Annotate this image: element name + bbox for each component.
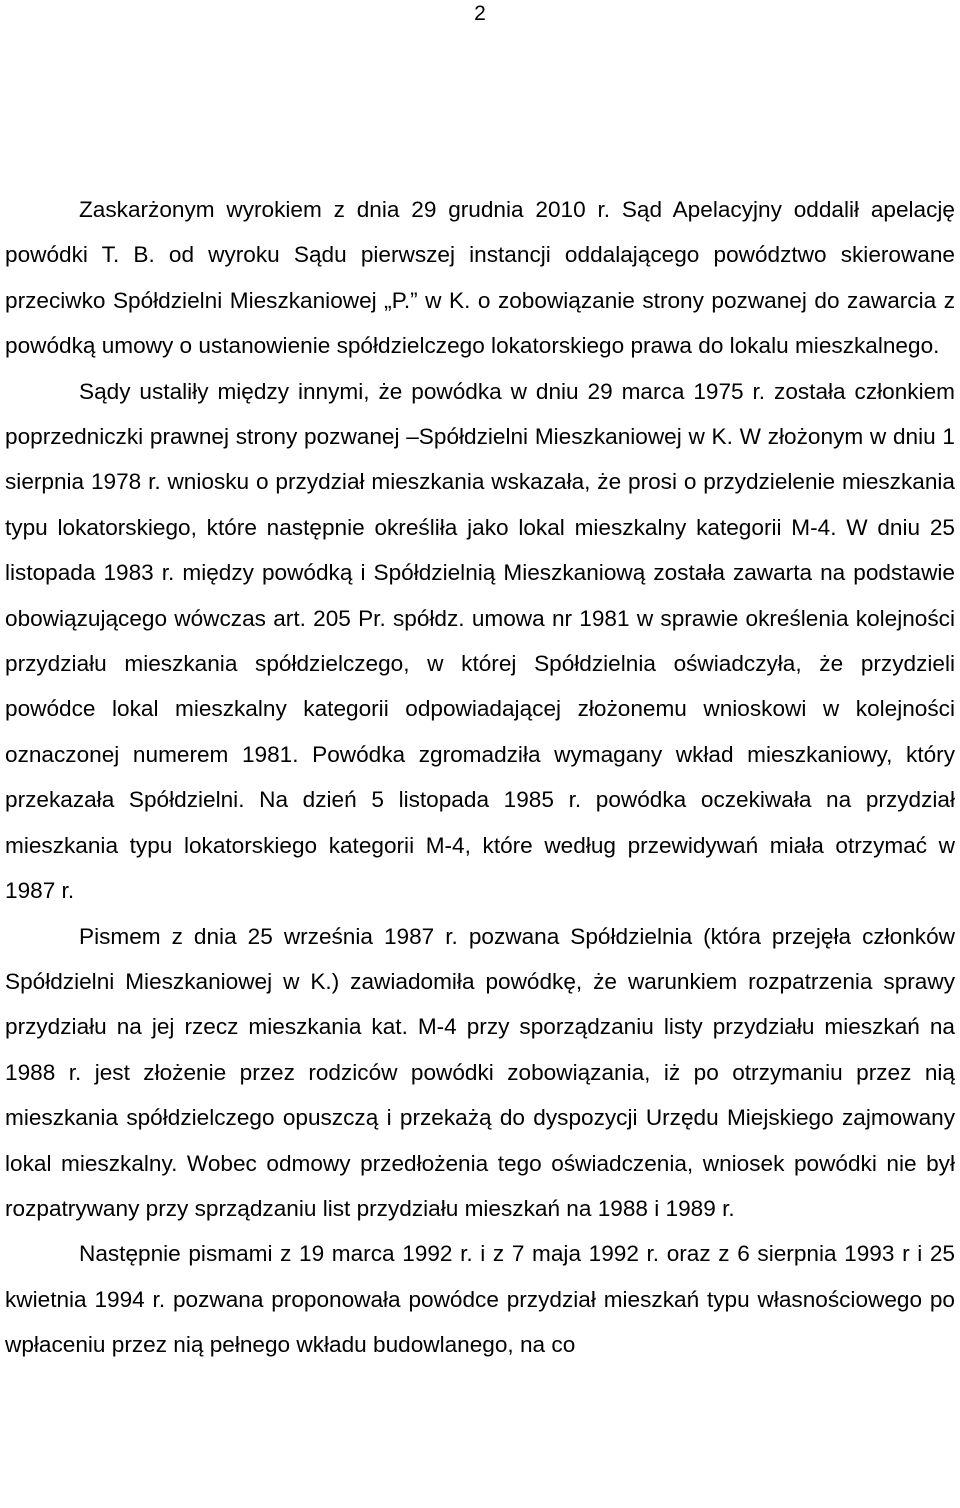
document-body <box>5 187 955 1368</box>
page-number: 2 <box>474 2 486 25</box>
paragraph-letter-1987: Pismem z dnia 25 września 1987 r. pozwana Spółdzielnia (która przejęła członków Spółdzielni Mieszkaniowej w K.) zawiadomiła powódkę, że warunkiem rozpatrzenia sprawy przydziału na jej rzecz mieszkania kat. M-4 przy sporządzaniu listy przydziału mieszkań na 1988 r. jest złożenie przez rodziców powódki zobowiązania, iż po otrzymaniu przez nią mieszkania spółdzielczego opuszczą i przekażą do dyspozycji Urzędu Miejskiego zajmowany lokal mieszkalny. Wobec odmowy przedłożenia tego oświadczenia, wniosek powódki nie był rozpatrywany przy sprządzaniu list przydziału mieszkań na 1988 i 1989 r. <box>5 923 955 1221</box>
paragraph-findings: Sądy ustaliły między innymi, że powódka w dniu 29 marca 1975 r. została członkiem poprzedniczki prawnej strony pozwanej –Spółdzielni Mieszkaniowej w K. W złożonym w dniu 1 sierpnia 1978 r. wniosku o przydział mieszkania wskazała, że prosi o przydzielenie mieszkania typu lokatorskiego, które następnie określiła jako lokal mieszkalny kategorii M-4. W dniu 25 listopada 1983 r. między powódką i Spółdzielnią Mieszkaniową została zawarta na podstawie obowiązującego wówczas art. 205 Pr. spółdz. umowa nr 1981 w sprawie określenia kolejności przydziału mieszkania spółdzielczego, w której Spółdzielnia oświadczyła, że przydzieli powódce lokal mieszkalny kategorii odpowiadającej złożonemu wnioskowi w kolejności oznaczonej numerem 1981. Powódka zgromadziła wymagany wkład mieszkaniowy, który przekazała Spółdzielni. Na dzień 5 listopada 1985 r. powódka oczekiwała na przydział mieszkania typu lokatorskiego kategorii M-4, które według przewidywań miała otrzymać w 1987 r. <box>5 378 955 904</box>
paragraph-judgment-summary: Zaskarżonym wyrokiem z dnia 29 grudnia 2010 r. Sąd Apelacyjny oddalił apelację powódki T. B. od wyroku Sądu pierwszej instancji oddalającego powództwo skierowane przeciwko Spółdzielni Mieszkaniowej „P.” w K. o zobowiązanie strony pozwanej do zawarcia z powódką umowy o ustanowienie spółdzielczego lokatorskiego prawa do lokalu mieszkalnego. <box>5 197 955 359</box>
paragraph-subsequent-letters: Następnie pismami z 19 marca 1992 r. i z 7 maja 1992 r. oraz z 6 sierpnia 1993 r i 25 kwietnia 1994 r. pozwana proponowała powódce przydział mieszkań typu własnościowego po wpłaceniu przez nią pełnego wkładu budowlanego, na co <box>5 1241 955 1358</box>
